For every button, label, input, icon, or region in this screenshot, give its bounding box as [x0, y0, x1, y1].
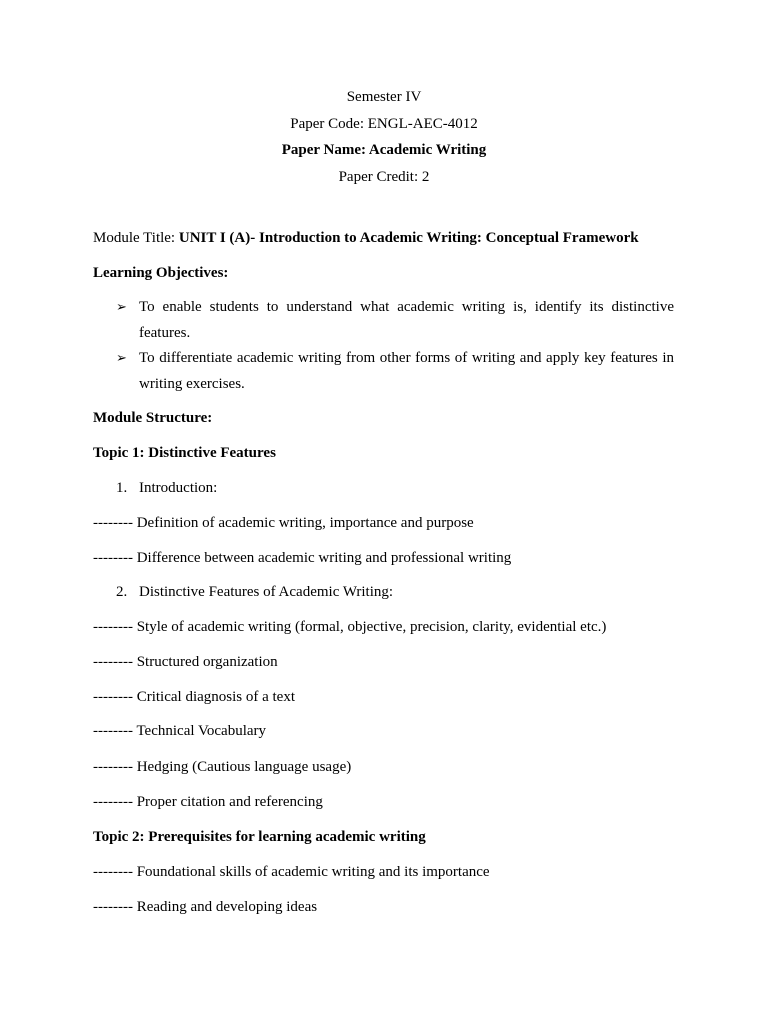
module-title-line — [93, 229, 639, 247]
objective-line: features. — [139, 325, 191, 341]
list-item: -------- Critical diagnosis of a text — [93, 689, 296, 705]
bullet-arrow-icon: ➢ — [116, 299, 127, 314]
topic-heading: Topic 1: Distinctive Features — [93, 445, 276, 461]
list-item: -------- Style of academic writing (formal, objective, precision, clarity, evidential etc.) — [93, 619, 607, 635]
objective-line: To enable students to understand what academic writing is, identify its distinctive — [139, 299, 674, 315]
objective-line: writing exercises. — [139, 376, 245, 392]
module-title-prefix: Module Title: — [93, 230, 179, 246]
list-item: -------- Difference between academic writing and professional writing — [93, 550, 512, 566]
list-item: -------- Technical Vocabulary — [93, 723, 267, 739]
section-number: 1. — [116, 480, 128, 496]
list-item: -------- Proper citation and referencing — [93, 794, 323, 810]
list-item: -------- Foundational skills of academic writing and its importance — [93, 864, 490, 880]
list-item: -------- Definition of academic writing, importance and purpose — [93, 515, 474, 531]
bullet-arrow-icon: ➢ — [116, 350, 127, 365]
list-item: -------- Reading and developing ideas — [93, 899, 318, 915]
objective-item — [139, 349, 674, 367]
paper-name-line: Paper Name: Academic Writing — [281, 142, 487, 158]
paper-code-line: Paper Code: ENGL-AEC-4012 — [290, 116, 478, 132]
section-title: Distinctive Features of Academic Writing: — [139, 584, 394, 600]
list-item: -------- Structured organization — [93, 654, 278, 670]
objective-item — [139, 298, 674, 316]
section-title: Introduction: — [139, 480, 218, 496]
semester-line: Semester IV — [346, 89, 422, 105]
learning-objectives-heading: Learning Objectives: — [93, 265, 229, 281]
topic-heading: Topic 2: Prerequisites for learning academic writing — [93, 829, 426, 845]
module-structure-heading: Module Structure: — [93, 410, 213, 426]
objective-line: To differentiate academic writing from other forms of writing and apply key features in — [139, 350, 674, 366]
section-number: 2. — [116, 584, 128, 600]
list-item: -------- Hedging (Cautious language usage) — [93, 759, 352, 775]
paper-credit-line: Paper Credit: 2 — [338, 169, 430, 185]
module-title: UNIT I (A)- Introduction to Academic Writing: Conceptual Framework — [178, 230, 639, 246]
